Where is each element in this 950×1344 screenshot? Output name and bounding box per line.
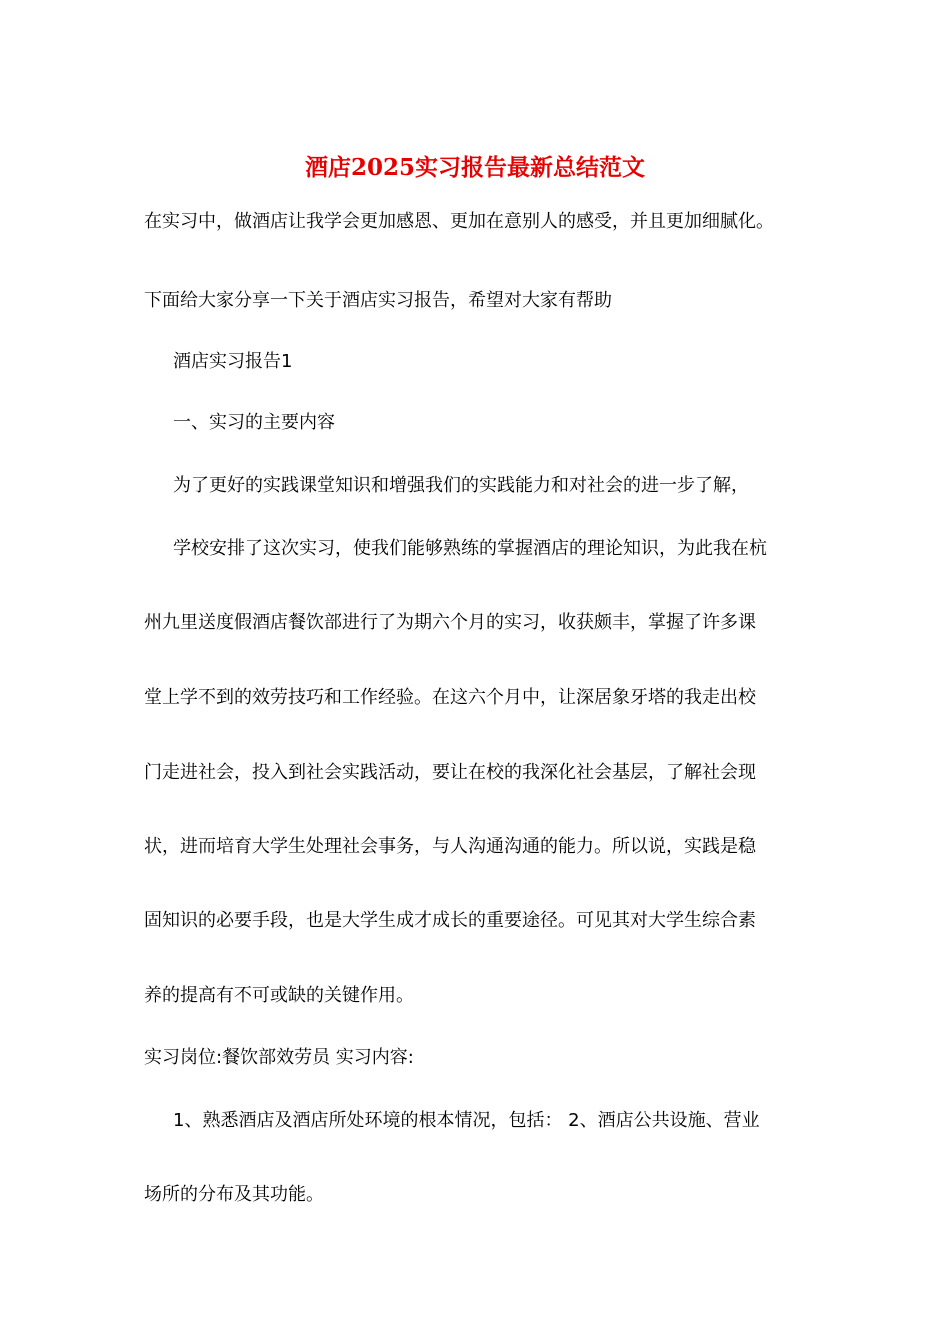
document-title: 酒店2025实习报告最新总结范文	[304, 154, 645, 181]
body-line: 固知识的必要手段，也是大学生成才成长的重要途径。可见其对大学生综合素	[144, 910, 756, 931]
body-line: 学校安排了这次实习，使我们能够熟练的掌握酒店的理论知识，为此我在杭	[173, 538, 767, 559]
internship-position: 实习岗位:餐饮部效劳员 实习内容:	[144, 1047, 414, 1068]
list-item: 1、熟悉酒店及酒店所处环境的根本情况，包括： 2、酒店公共设施、营业	[173, 1110, 760, 1131]
section-heading-content: 一、实习的主要内容	[173, 412, 335, 433]
section-heading-report: 酒店实习报告1	[173, 351, 293, 372]
body-line: 为了更好的实践课堂知识和增强我们的实践能力和对社会的进一步了解，	[173, 475, 749, 496]
paragraph-intro: 在实习中，做酒店让我学会更加感恩、更加在意别人的感受，并且更加细腻化。	[144, 211, 774, 232]
body-line: 州九里送度假酒店餐饮部进行了为期六个月的实习，收获颇丰，掌握了许多课	[144, 612, 756, 633]
body-line: 门走进社会，投入到社会实践活动，要让在校的我深化社会基层，了解社会现	[144, 762, 756, 783]
paragraph-share: 下面给大家分享一下关于酒店实习报告，希望对大家有帮助	[144, 290, 612, 311]
body-line: 堂上学不到的效劳技巧和工作经验。在这六个月中，让深居象牙塔的我走出校	[144, 687, 756, 708]
body-line: 状，进而培育大学生处理社会事务，与人沟通沟通的能力。所以说，实践是稳	[144, 836, 756, 857]
body-line: 养的提高有不可或缺的关键作用。	[144, 985, 414, 1006]
list-item-continuation: 场所的分布及其功能。	[144, 1184, 324, 1205]
